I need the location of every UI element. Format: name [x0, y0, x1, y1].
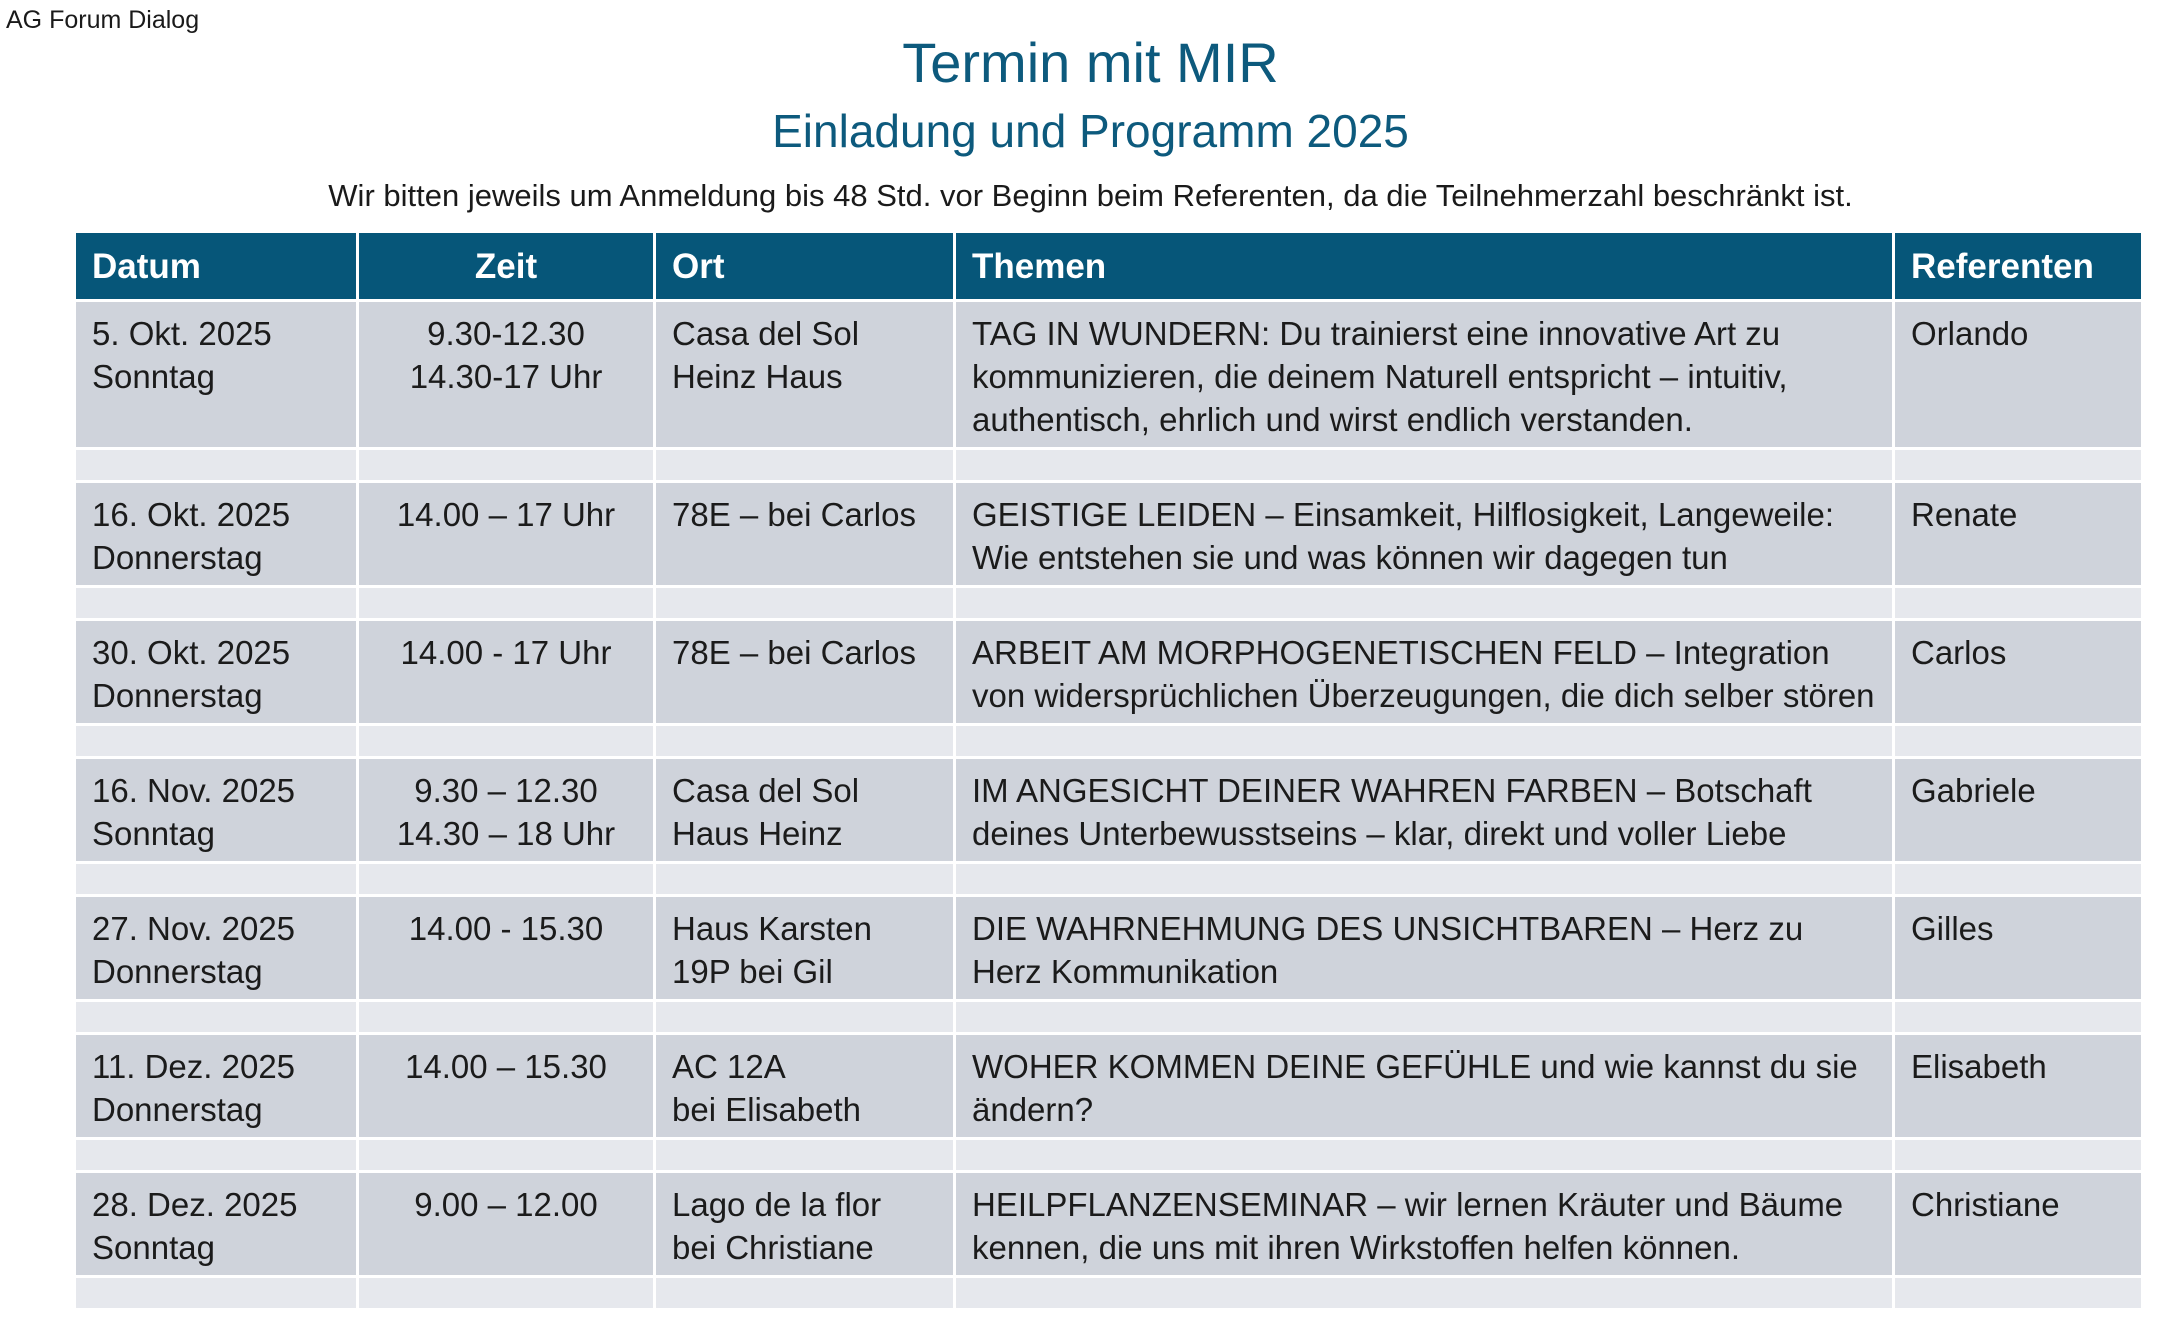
- table-row: [75, 1034, 2143, 1139]
- spacer-row: [75, 1001, 2143, 1034]
- event-speaker: Christiane: [1894, 1172, 2143, 1277]
- date-cell: [75, 482, 358, 587]
- time-cell: [358, 482, 655, 587]
- date-cell: [75, 1172, 358, 1277]
- spacer-row: [75, 1277, 2143, 1310]
- place-cell: [655, 482, 955, 587]
- event-place-detail: bei Christiane: [672, 1229, 874, 1266]
- event-speaker: Gabriele: [1894, 758, 2143, 863]
- event-place-detail: bei Elisabeth: [672, 1091, 861, 1128]
- page-title: Termin mit MIR: [902, 31, 1279, 94]
- event-time: 9.30 – 12.30: [414, 772, 598, 809]
- place-cell: [655, 620, 955, 725]
- event-time: 14.00 – 17 Uhr: [396, 496, 616, 533]
- event-speaker: Gilles: [1894, 896, 2143, 1001]
- registration-note: Wir bitten jeweils um Anmeldung bis 48 Std. vor Beginn beim Referenten, da die Teilnehmerzahl beschränkt ist.: [328, 178, 1853, 213]
- place-cell: [655, 301, 955, 449]
- event-speaker: Renate: [1894, 482, 2143, 587]
- event-date: 5. Okt. 2025: [92, 315, 272, 352]
- event-topic: IM ANGESICHT DEINER WAHREN FARBEN – Botschaft deines Unterbewusstseins – klar, direkt und voller Liebe: [955, 758, 1894, 863]
- place-cell: [655, 896, 955, 1001]
- event-speaker: Elisabeth: [1894, 1034, 2143, 1139]
- spacer-row: [75, 725, 2143, 758]
- date-cell: [75, 896, 358, 1001]
- event-time-second: 14.30-17 Uhr: [409, 358, 603, 395]
- column-header-datum: Datum: [75, 232, 358, 301]
- place-cell: [655, 1172, 955, 1277]
- date-cell: [75, 1034, 358, 1139]
- date-cell: [75, 620, 358, 725]
- spacer-row: [75, 449, 2143, 482]
- event-place-detail: 19P bei Gil: [672, 953, 833, 990]
- event-place: Casa del Sol: [672, 772, 860, 809]
- event-place-detail: Haus Heinz: [672, 815, 843, 852]
- place-cell: [655, 758, 955, 863]
- page-subtitle: Einladung und Programm 2025: [772, 105, 1409, 157]
- time-cell: [358, 301, 655, 449]
- spacer-row: [75, 587, 2143, 620]
- table-row: [75, 758, 2143, 863]
- column-header-zeit: Zeit: [358, 232, 655, 301]
- event-date: 11. Dez. 2025: [92, 1048, 296, 1085]
- event-time-second: 14.30 – 18 Uhr: [396, 815, 616, 852]
- event-weekday: Donnerstag: [92, 677, 263, 714]
- spacer-row: [75, 1139, 2143, 1172]
- event-date: 27. Nov. 2025: [92, 910, 296, 947]
- column-header-referenten: Referenten: [1894, 232, 2143, 301]
- table-row: [75, 1172, 2143, 1277]
- table-header-row: [75, 232, 2143, 301]
- event-weekday: Donnerstag: [92, 953, 263, 990]
- event-speaker: Orlando: [1894, 301, 2143, 449]
- table-row: [75, 896, 2143, 1001]
- time-cell: [358, 620, 655, 725]
- event-weekday: Sonntag: [92, 358, 215, 395]
- event-weekday: Donnerstag: [92, 1091, 263, 1128]
- event-time: 14.00 – 15.30: [405, 1048, 607, 1085]
- place-cell: [655, 1034, 955, 1139]
- time-cell: [358, 1172, 655, 1277]
- table-row: [75, 620, 2143, 725]
- event-topic: GEISTIGE LEIDEN – Einsamkeit, Hilflosigkeit, Langeweile: Wie entstehen sie und was können wir dagegen tun: [955, 482, 1894, 587]
- event-date: 16. Nov. 2025: [92, 772, 296, 809]
- event-date: 30. Okt. 2025: [92, 634, 291, 671]
- event-place: 78E – bei Carlos: [672, 496, 916, 533]
- event-weekday: Sonntag: [92, 815, 215, 852]
- event-topic: DIE WAHRNEHMUNG DES UNSICHTBAREN – Herz zu Herz Kommunikation: [955, 896, 1894, 1001]
- event-topic: HEILPFLANZENSEMINAR – wir lernen Kräuter und Bäume kennen, die uns mit ihren Wirkstoffen helfen können.: [955, 1172, 1894, 1277]
- event-speaker: Carlos: [1894, 620, 2143, 725]
- event-topic: ARBEIT AM MORPHOGENETISCHEN FELD – Integration von widersprüchlichen Überzeugungen, die dich selber stören: [955, 620, 1894, 725]
- column-header-themen: Themen: [955, 232, 1894, 301]
- event-time: 14.00 - 17 Uhr: [400, 634, 612, 671]
- event-time: 9.30-12.30: [427, 315, 585, 352]
- event-place: 78E – bei Carlos: [672, 634, 916, 671]
- event-topic: WOHER KOMMEN DEINE GEFÜHLE und wie kannst du sie ändern?: [955, 1034, 1894, 1139]
- event-topic: TAG IN WUNDERN: Du trainierst eine innovative Art zu kommunizieren, die deinem Naturell entspricht – intuitiv, authentisch, ehrlich und wirst endlich verstanden.: [955, 301, 1894, 449]
- event-place: Lago de la flor: [672, 1186, 882, 1223]
- event-date: 28. Dez. 2025: [92, 1186, 298, 1223]
- event-time: 9.00 – 12.00: [414, 1186, 598, 1223]
- event-weekday: Donnerstag: [92, 539, 263, 576]
- spacer-row: [75, 863, 2143, 896]
- event-place: Casa del Sol: [672, 315, 860, 352]
- event-time: 14.00 - 15.30: [408, 910, 604, 947]
- event-place-detail: Heinz Haus: [672, 358, 843, 395]
- column-header-ort: Ort: [655, 232, 955, 301]
- table-row: [75, 301, 2143, 449]
- table-row: [75, 482, 2143, 587]
- program-table: [73, 230, 2144, 1311]
- time-cell: [358, 1034, 655, 1139]
- time-cell: [358, 896, 655, 1001]
- event-date: 16. Okt. 2025: [92, 496, 291, 533]
- event-place: Haus Karsten: [672, 910, 872, 947]
- organization-label: AG Forum Dialog: [6, 6, 200, 34]
- event-place: AC 12A: [672, 1048, 786, 1085]
- event-weekday: Sonntag: [92, 1229, 215, 1266]
- date-cell: [75, 758, 358, 863]
- time-cell: [358, 758, 655, 863]
- date-cell: [75, 301, 358, 449]
